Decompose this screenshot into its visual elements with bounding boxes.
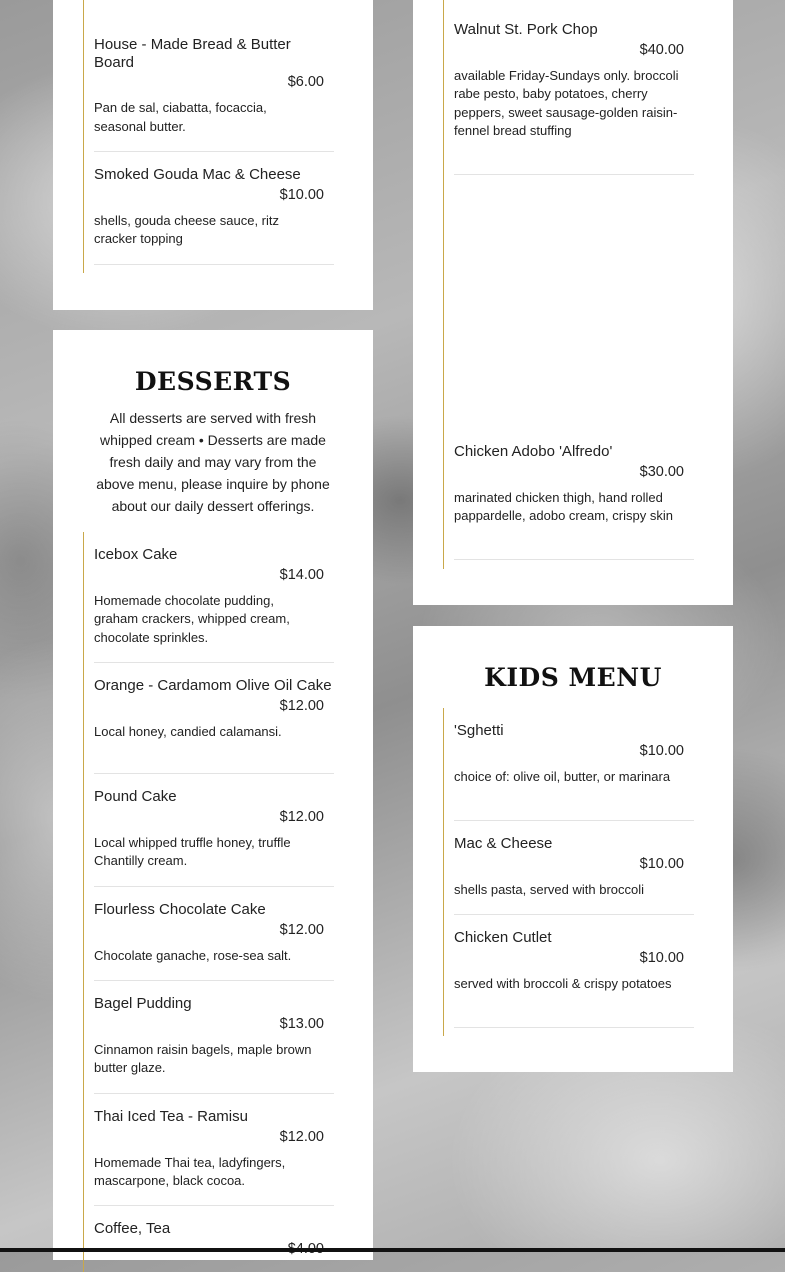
menu-item-price: $13.00 (279, 1015, 324, 1032)
menu-item-price: $12.00 (279, 808, 324, 825)
menu-item[interactable] (454, 929, 694, 993)
menu-item[interactable] (94, 901, 334, 965)
desserts-section-card (53, 330, 373, 1260)
menu-item-name: 'Sghetti (454, 722, 504, 739)
menu-item[interactable] (94, 36, 334, 152)
menu-item-description: available Friday-Sundays only. broccoli rabe pesto, baby potatoes, cherry peppers, sweet sausage-golden raisin- fennel bread stuffing (454, 67, 679, 138)
menu-item-price: $10.00 (279, 186, 324, 203)
menu-item-name: Mac & Cheese (454, 835, 553, 852)
menu-item[interactable] (94, 677, 334, 741)
item-divider (454, 1027, 694, 1028)
menu-item[interactable] (94, 546, 334, 647)
menu-item-name: Flourless Chocolate Cake (94, 901, 266, 918)
bottom-edge-bar (0, 1248, 785, 1252)
item-divider (94, 1093, 334, 1094)
menu-item-description: Local whipped truffle honey, truffle Chantilly cream. (94, 834, 291, 868)
menu-item-description: shells, gouda cheese sauce, ritz cracker topping (94, 212, 279, 246)
menu-item[interactable] (454, 835, 694, 899)
menu-item-description: Cinnamon raisin bagels, maple brown butter glaze. (94, 1041, 312, 1075)
menu-item-name: Bagel Pudding (94, 995, 192, 1012)
menu-item-description: Local honey, candied calamansi. (94, 723, 282, 739)
item-divider (454, 820, 694, 821)
item-divider (94, 662, 334, 663)
menu-item-list (443, 708, 695, 1036)
menu-item-description: marinated chicken thigh, hand rolled pappardelle, adobo cream, crispy skin (454, 489, 673, 523)
menu-section-card-top-right (413, 0, 733, 605)
item-divider (94, 1205, 334, 1206)
menu-item-price: $40.00 (639, 41, 684, 58)
item-divider (94, 773, 334, 774)
menu-item-description: choice of: olive oil, butter, or marinara (454, 768, 671, 784)
menu-item-price: $10.00 (639, 949, 684, 966)
menu-item-name: Chicken Cutlet (454, 929, 552, 946)
menu-item-price: $30.00 (639, 463, 684, 480)
menu-item-description: Chocolate ganache, rose-sea salt. (94, 947, 292, 963)
menu-item[interactable] (454, 722, 694, 786)
menu-item-name: Orange - Cardamom Olive Oil Cake (94, 677, 332, 694)
menu-item-name: House - Made Bread & Butter Board (94, 36, 291, 71)
menu-item-price: $10.00 (639, 855, 684, 872)
item-divider (94, 264, 334, 265)
menu-item[interactable] (454, 21, 694, 141)
menu-item-description: shells pasta, served with broccoli (454, 881, 645, 897)
menu-item-list (83, 0, 335, 273)
item-divider (454, 174, 694, 175)
menu-item-description: served with broccoli & crispy potatoes (454, 975, 672, 991)
section-title: DESSERTS (134, 367, 292, 396)
menu-item-name: Chicken Adobo 'Alfredo' (454, 443, 613, 460)
menu-item[interactable] (94, 995, 334, 1078)
menu-item-name: Icebox Cake (94, 546, 178, 563)
item-divider (454, 914, 694, 915)
item-divider (94, 980, 334, 981)
section-intro: All desserts are served with fresh whipped cream • Desserts are made fresh daily and may vary from the above menu, please inquire by phone about our daily dessert offerings. (96, 410, 330, 514)
menu-item-description: Homemade chocolate pudding, graham crackers, whipped cream, chocolate sprinkles. (94, 592, 290, 645)
menu-item-name: Smoked Gouda Mac & Cheese (94, 166, 301, 183)
menu-item-price: $14.00 (279, 566, 324, 583)
item-divider (94, 886, 334, 887)
menu-item-price: $12.00 (279, 1128, 324, 1145)
menu-item-price: $10.00 (639, 742, 684, 759)
item-divider (454, 559, 694, 560)
menu-item-price: $12.00 (279, 921, 324, 938)
menu-item-name: Walnut St. Pork Chop (454, 21, 598, 38)
menu-item[interactable] (94, 166, 334, 265)
menu-item-list (443, 0, 695, 569)
section-title: KIDS MENU (484, 663, 662, 692)
kids-menu-section-card (413, 626, 733, 1072)
menu-item-description: Pan de sal, ciabatta, focaccia, seasonal butter. (94, 100, 267, 134)
menu-item[interactable] (94, 1108, 334, 1191)
item-divider (94, 151, 334, 152)
menu-item[interactable] (454, 443, 694, 526)
menu-section-card-top-left (53, 0, 373, 310)
menu-item-name: Pound Cake (94, 788, 177, 805)
menu-item-name: Coffee, Tea (94, 1220, 171, 1237)
menu-item-price: $6.00 (287, 74, 324, 90)
menu-item-description: Homemade Thai tea, ladyfingers, mascarpone, black cocoa. (94, 1154, 286, 1188)
menu-item-name: Thai Iced Tea - Ramisu (94, 1108, 248, 1125)
menu-item-list (83, 532, 335, 1272)
menu-item[interactable] (94, 788, 334, 871)
menu-item-price: $12.00 (279, 697, 324, 714)
